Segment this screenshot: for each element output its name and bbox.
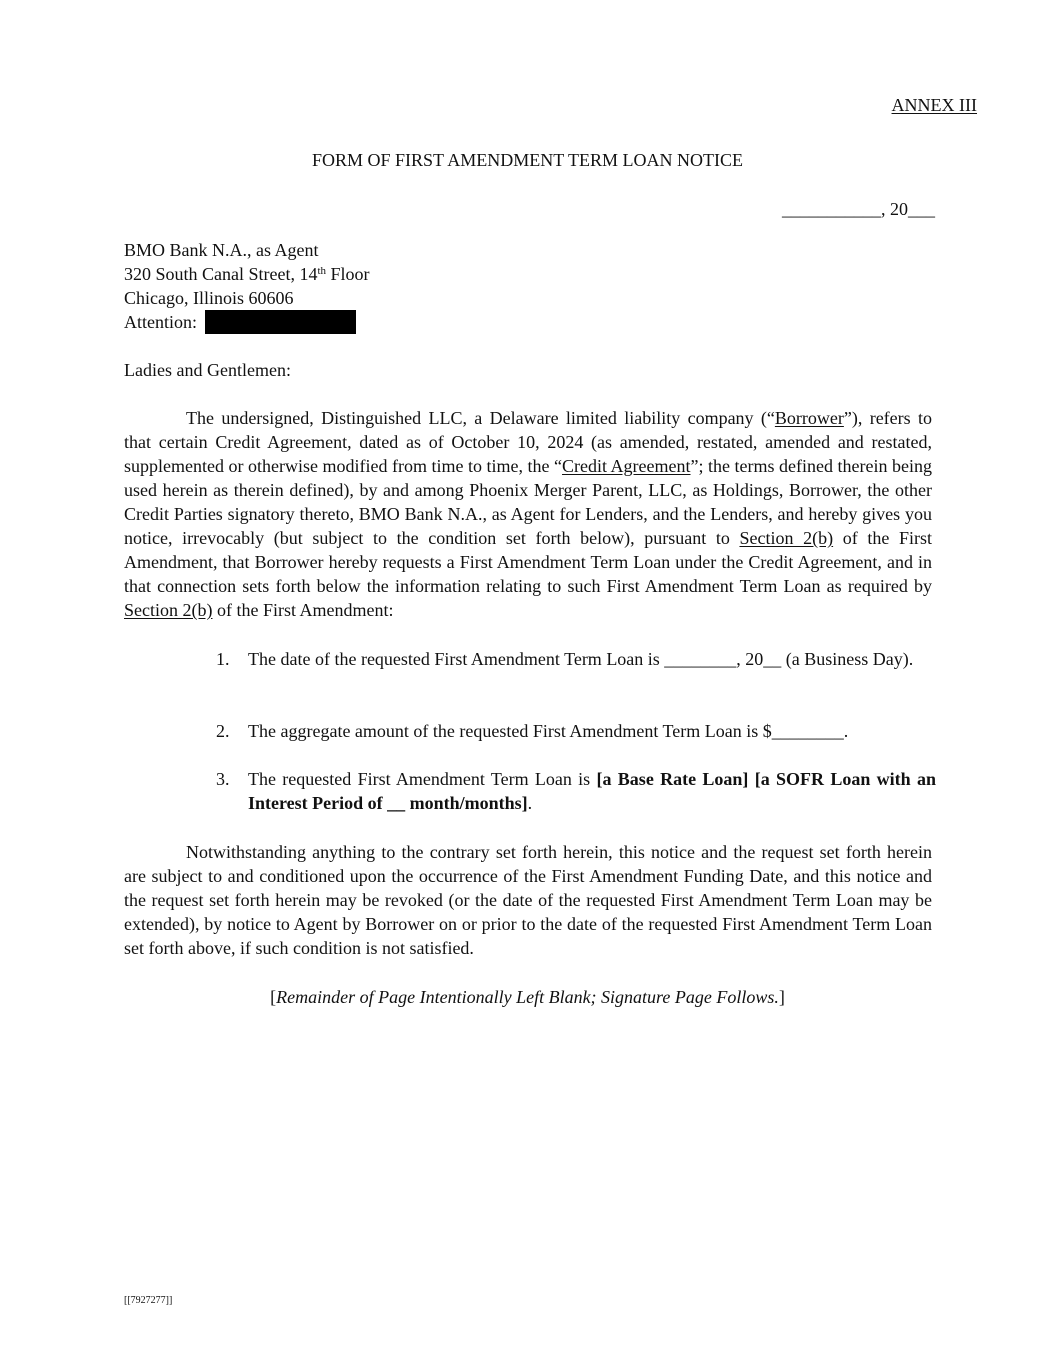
bracket-open: [ bbox=[270, 987, 277, 1007]
remainder-notice bbox=[0, 985, 1055, 1009]
list-number: 1. bbox=[216, 649, 230, 669]
annex-label: ANNEX III bbox=[891, 95, 977, 115]
paragraph-text: The undersigned, Distinguished LLC, a Delaware limited liability company (“ bbox=[186, 408, 775, 428]
attention-label: Attention: bbox=[124, 312, 197, 332]
list-item-loan-type bbox=[216, 767, 936, 815]
list-text: The requested First Amendment Term Loan is bbox=[248, 769, 597, 789]
loan-type-options: [a Base Rate Loan] [a SOFR Loan with an Interest Period of __ month/months] bbox=[248, 769, 936, 813]
address-line-2 bbox=[124, 262, 370, 286]
address-floor-suffix: th bbox=[317, 265, 327, 277]
remainder-text: Remainder of Page Intentionally Left Blank; Signature Page Follows. bbox=[276, 987, 779, 1007]
paragraph-text: of the First Amendment, that Borrower hereby requests a First Amendment Term Loan under the Credit Agreement, and in that connection sets forth below the information relating to such First Amendment Term Loan as required by bbox=[124, 528, 932, 596]
paragraph-text: ”; the terms defined therein being used herein as therein defined), by and among Phoenix Merger Parent, LLC, as Holdings, Borrower, the other Credit Parties signatory thereto, BMO Bank N.A., as Agent for Lenders, and the Lenders, and hereby gives you notice, irrevocably (but subject to the condition set forth below), pursuant to bbox=[124, 456, 932, 548]
list-number: 3. bbox=[216, 769, 230, 789]
section-reference: Section 2(b) bbox=[124, 600, 213, 620]
list-item-amount bbox=[216, 719, 932, 743]
date-line: ___________, 20___ bbox=[782, 199, 935, 219]
list-text: The aggregate amount of the requested First Amendment Term Loan is $________. bbox=[248, 721, 849, 741]
address-line-1: BMO Bank N.A., as Agent bbox=[124, 240, 319, 260]
paragraph-text: ”), refers to that certain Credit Agreement, dated as of October 10, 2024 (as amended, restated, amended and restated, supplemented or otherwise modified from time to time, the “ bbox=[124, 408, 932, 476]
address-line-3: Chicago, Illinois 60606 bbox=[124, 288, 294, 308]
attention-line bbox=[124, 310, 370, 334]
list-number: 2. bbox=[216, 721, 230, 741]
list-text: The date of the requested First Amendment Term Loan is ________, 20__ (a Business Day). bbox=[248, 649, 914, 669]
redaction-box bbox=[205, 310, 356, 334]
defined-term-borrower: Borrower bbox=[774, 408, 844, 428]
section-reference: Section 2(b) bbox=[739, 528, 834, 548]
address-floor: Floor bbox=[326, 264, 370, 284]
defined-term-credit-agreement: Credit Agreement bbox=[562, 456, 691, 476]
address-street: 320 South Canal Street, 14 bbox=[124, 264, 318, 284]
bracket-close: ] bbox=[778, 987, 785, 1007]
paragraph-text: of the First Amendment: bbox=[212, 600, 394, 620]
condition-paragraph: Notwithstanding anything to the contrary set forth herein, this notice and the request set forth herein are subject to and conditioned upon the occurrence of the First Amendment Funding Date, and this notice and the request set forth herein may be revoked (or the date of the requested First Amendment Term Loan may be extended), by notice to Agent by Borrower on or prior to the date of the requested First Amendment Term Loan set forth above, if such condition is not satisfied. bbox=[124, 842, 932, 958]
notice-paragraph bbox=[124, 406, 932, 622]
document-id: [[7927277]] bbox=[124, 1295, 173, 1306]
list-text-end: . bbox=[527, 793, 533, 813]
salutation: Ladies and Gentlemen: bbox=[124, 360, 291, 380]
list-item-date bbox=[216, 647, 932, 671]
document-title: FORM OF FIRST AMENDMENT TERM LOAN NOTICE bbox=[311, 150, 744, 170]
address-block bbox=[124, 238, 370, 334]
